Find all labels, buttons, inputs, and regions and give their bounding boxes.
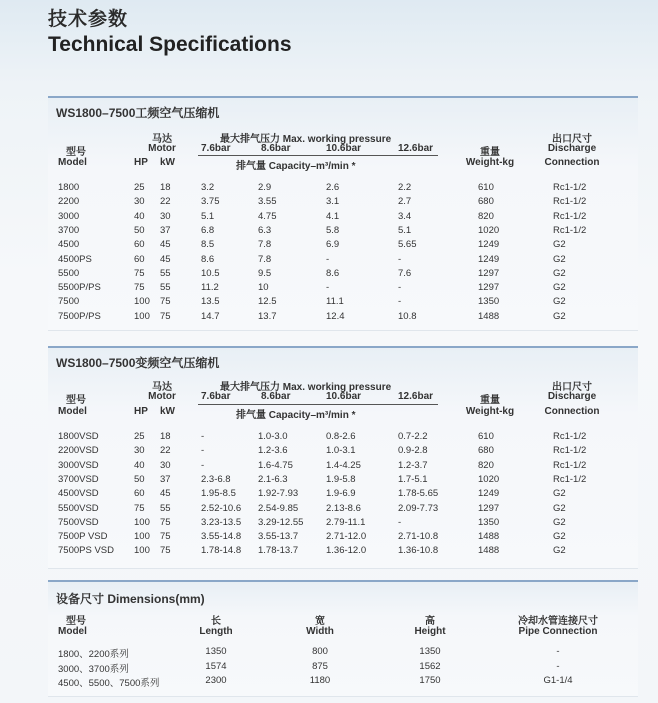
pressure-12-6: 12.6bar — [398, 143, 434, 154]
weight-cell: 1249 — [478, 253, 500, 265]
connection-cell: G2 — [553, 531, 566, 543]
width-cell: 875 — [312, 660, 328, 672]
conn-header-en2: Connection — [544, 157, 600, 168]
height-cell: 1750 — [419, 675, 441, 686]
kw-cell: 55 — [160, 282, 171, 294]
dim-width-header-cn: 宽 — [315, 616, 325, 627]
cap-8-6-cell: 7.8 — [258, 253, 272, 265]
cap-12-6-cell: 2.71-10.8 — [398, 531, 439, 543]
kw-header: kW — [160, 157, 175, 168]
cap-8-6-cell: 1.6-4.75 — [258, 459, 293, 471]
dim-height-header-en: Height — [414, 626, 446, 637]
model-cell: 4500 — [58, 239, 80, 251]
table-row — [48, 211, 638, 225]
cap-8-6-cell: 7.8 — [258, 239, 272, 251]
cap-10-6-cell: 1.9-5.8 — [326, 473, 356, 485]
motor-header-en: Motor — [148, 143, 176, 154]
kw-cell: 75 — [160, 531, 171, 543]
pressure-10-6: 10.6bar — [326, 391, 362, 402]
cap-10-6-cell: 2.71-12.0 — [326, 531, 367, 543]
table-row — [48, 675, 638, 689]
cap-10-6-cell: 1.0-3.1 — [326, 445, 356, 457]
pipe-cell: - — [556, 646, 560, 657]
hp-cell: 40 — [134, 210, 145, 222]
cap-10-6-cell: 11.1 — [326, 296, 344, 308]
table-row — [48, 296, 638, 310]
kw-cell: 75 — [160, 310, 171, 322]
hp-cell: 75 — [134, 282, 145, 294]
cap-7-6-cell: 2.52-10.6 — [201, 502, 242, 514]
model-cell: 7500 — [58, 296, 80, 308]
cap-10-6-cell: 1.4-4.25 — [326, 459, 361, 471]
cap-8-6-cell: 1.0-3.0 — [258, 431, 288, 442]
model-cell: 5500VSD — [58, 502, 99, 514]
cap-12-6-cell: - — [398, 516, 402, 528]
table-row — [48, 531, 638, 545]
cap-7-6-cell: 11.2 — [201, 282, 219, 294]
dim-width-header-en: Width — [306, 626, 334, 637]
cap-12-6-cell: 0.7-2.2 — [398, 431, 428, 442]
hp-cell: 75 — [134, 267, 145, 279]
header-underline — [198, 155, 438, 156]
cap-8-6-cell: 10 — [258, 282, 269, 294]
cap-7-6-cell: 8.6 — [201, 253, 215, 265]
kw-cell: 22 — [160, 445, 171, 457]
weight-cell: 1488 — [478, 545, 500, 557]
hp-header: HP — [134, 406, 148, 417]
hp-cell: 60 — [134, 239, 145, 251]
weight-cell: 680 — [478, 196, 494, 208]
capacity-header: 排气量 Capacity–m³/min * — [236, 161, 356, 172]
cap-7-6-cell: 3.75 — [201, 196, 220, 208]
hp-cell: 30 — [134, 196, 145, 208]
kw-cell: 18 — [160, 431, 171, 442]
cap-8-6-cell: 2.54-9.85 — [258, 502, 299, 514]
table-row — [48, 282, 638, 296]
hp-cell: 100 — [134, 296, 150, 308]
table-title: WS1800–7500工频空气压缩机 — [56, 106, 220, 120]
cap-10-6-cell: 8.6 — [326, 267, 340, 279]
hp-cell: 25 — [134, 182, 145, 193]
weight-cell: 1488 — [478, 531, 500, 543]
connection-cell: Rc1-1/2 — [553, 196, 587, 208]
conn-header-en1: Discharge — [547, 143, 597, 154]
pressure-12-6: 12.6bar — [398, 391, 434, 402]
cap-10-6-cell: 0.8-2.6 — [326, 431, 356, 442]
cap-12-6-cell: - — [398, 296, 402, 308]
weight-cell: 1297 — [478, 267, 500, 279]
model-cell: 2200 — [58, 196, 80, 208]
cap-10-6-cell: 3.1 — [326, 196, 340, 208]
pressure-10-6: 10.6bar — [326, 143, 362, 154]
kw-cell: 45 — [160, 488, 171, 500]
connection-cell: Rc1-1/2 — [553, 182, 587, 193]
kw-cell: 22 — [160, 196, 171, 208]
height-cell: 1350 — [419, 646, 441, 657]
page-title-cn: 技术参数 — [48, 9, 129, 30]
cap-10-6-cell: 5.8 — [326, 224, 340, 236]
cap-7-6-cell: - — [201, 459, 205, 471]
table-row — [48, 474, 638, 488]
cap-12-6-cell: 1.7-5.1 — [398, 473, 428, 485]
pressure-7-6: 7.6bar — [201, 391, 231, 402]
model-cell: 1800 — [58, 182, 80, 193]
fixed-speed-spec-table — [48, 96, 638, 330]
dim-model-cell: 4500、5500、7500系列 — [58, 678, 160, 689]
model-cell: 7500VSD — [58, 516, 99, 528]
cap-7-6-cell: 1.95-8.5 — [201, 488, 236, 500]
model-cell: 5500P/PS — [58, 282, 101, 294]
table-row — [48, 503, 638, 517]
weight-header-cn: 重量 — [480, 147, 500, 158]
width-cell: 1180 — [309, 675, 331, 686]
connection-cell: Rc1-1/2 — [553, 210, 587, 222]
connection-cell: Rc1-1/2 — [553, 445, 587, 457]
weight-cell: 1350 — [478, 296, 500, 308]
hp-cell: 100 — [134, 531, 150, 543]
model-header-en: Model — [58, 157, 87, 168]
weight-cell: 1249 — [478, 239, 500, 251]
dim-pipe-header-en: Pipe Connection — [518, 626, 598, 637]
cap-12-6-cell: 1.78-5.65 — [398, 488, 439, 500]
cap-7-6-cell: 8.5 — [201, 239, 215, 251]
motor-header-en: Motor — [148, 391, 176, 402]
table-row — [48, 445, 638, 459]
model-cell: 5500 — [58, 267, 80, 279]
model-cell: 2200VSD — [58, 445, 99, 457]
height-cell: 1562 — [419, 660, 441, 672]
cap-8-6-cell: 3.55 — [258, 196, 277, 208]
weight-cell: 820 — [478, 210, 494, 222]
cap-10-6-cell: 6.9 — [326, 239, 340, 251]
connection-cell: G2 — [553, 502, 566, 514]
cap-8-6-cell: 2.9 — [258, 182, 272, 193]
weight-header-cn: 重量 — [480, 395, 500, 406]
pressure-8-6: 8.6bar — [261, 143, 291, 154]
weight-cell: 610 — [478, 182, 494, 193]
cap-8-6-cell: 3.29-12.55 — [258, 516, 304, 528]
cap-12-6-cell: 0.9-2.8 — [398, 445, 428, 457]
hp-cell: 60 — [134, 253, 145, 265]
page-title-en: Technical Specifications — [48, 33, 292, 56]
kw-cell: 55 — [160, 502, 171, 514]
model-header-cn: 型号 — [66, 147, 86, 158]
cap-12-6-cell: 1.36-10.8 — [398, 545, 439, 557]
motor-header-cn: 马达 — [152, 134, 172, 145]
cap-10-6-cell: 12.4 — [326, 310, 345, 322]
cap-10-6-cell: 4.1 — [326, 210, 340, 222]
pressure-7-6: 7.6bar — [201, 143, 231, 154]
dimensions-table — [48, 580, 638, 696]
weight-cell: 680 — [478, 445, 494, 457]
pipe-cell: G1-1/4 — [543, 675, 573, 686]
pressure-8-6: 8.6bar — [261, 391, 291, 402]
cap-12-6-cell: - — [398, 282, 402, 294]
cap-10-6-cell: 1.9-6.9 — [326, 488, 356, 500]
kw-header: kW — [160, 406, 175, 417]
hp-cell: 50 — [134, 224, 145, 236]
pressure-header: 最大排气压力 Max. working pressure — [220, 134, 392, 145]
kw-cell: 75 — [160, 545, 171, 557]
model-cell: 3700 — [58, 224, 80, 236]
cap-8-6-cell: 1.78-13.7 — [258, 545, 299, 557]
cap-10-6-cell: 2.13-8.6 — [326, 502, 361, 514]
table-row — [48, 311, 638, 325]
hp-cell: 75 — [134, 502, 145, 514]
cap-12-6-cell: 1.2-3.7 — [398, 459, 428, 471]
weight-cell: 1488 — [478, 310, 500, 322]
connection-cell: Rc1-1/2 — [553, 431, 587, 442]
table-row — [48, 431, 638, 445]
hp-cell: 30 — [134, 445, 145, 457]
cap-7-6-cell: 1.78-14.8 — [201, 545, 242, 557]
table-row — [48, 268, 638, 282]
table-row — [48, 239, 638, 253]
vsd-spec-table — [48, 346, 638, 568]
table-title: 设备尺寸 Dimensions(mm) — [56, 592, 205, 606]
cap-7-6-cell: 3.23-13.5 — [201, 516, 242, 528]
weight-cell: 1297 — [478, 282, 500, 294]
connection-cell: Rc1-1/2 — [553, 473, 587, 485]
conn-header-en2: Connection — [544, 406, 600, 417]
table-row — [48, 646, 638, 660]
table-row — [48, 661, 638, 675]
model-cell: 3000 — [58, 210, 80, 222]
cap-8-6-cell: 6.3 — [258, 224, 272, 236]
cap-7-6-cell: 5.1 — [201, 210, 215, 222]
model-cell: 3000VSD — [58, 459, 99, 471]
hp-cell: 50 — [134, 473, 145, 485]
cap-7-6-cell: 14.7 — [201, 310, 220, 322]
dim-height-header-cn: 高 — [425, 616, 435, 627]
cap-8-6-cell: 2.1-6.3 — [258, 473, 288, 485]
kw-cell: 75 — [160, 296, 171, 308]
hp-cell: 40 — [134, 459, 145, 471]
cap-10-6-cell: 1.36-12.0 — [326, 545, 367, 557]
connection-cell: G2 — [553, 253, 566, 265]
model-header-cn: 型号 — [66, 395, 86, 406]
kw-cell: 45 — [160, 253, 171, 265]
model-header-en: Model — [58, 406, 87, 417]
weight-cell: 1297 — [478, 502, 500, 514]
cap-8-6-cell: 12.5 — [258, 296, 277, 308]
table-row — [48, 254, 638, 268]
cap-12-6-cell: 3.4 — [398, 210, 412, 222]
model-cell: 1800VSD — [58, 431, 99, 442]
table-row — [48, 488, 638, 502]
cap-12-6-cell: 5.65 — [398, 239, 417, 251]
connection-cell: G2 — [553, 310, 566, 322]
hp-cell: 60 — [134, 488, 145, 500]
kw-cell: 18 — [160, 182, 171, 193]
model-cell: 4500VSD — [58, 488, 99, 500]
motor-header-cn: 马达 — [152, 382, 172, 393]
cap-8-6-cell: 9.5 — [258, 267, 272, 279]
weight-header-en: Weight-kg — [465, 406, 515, 417]
table-row — [48, 460, 638, 474]
table-row — [48, 196, 638, 210]
model-cell: 7500P/PS — [58, 310, 101, 322]
kw-cell: 30 — [160, 210, 171, 222]
pipe-cell: - — [556, 660, 560, 672]
hp-cell: 25 — [134, 431, 145, 442]
length-cell: 1350 — [205, 646, 227, 657]
cap-7-6-cell: 3.55-14.8 — [201, 531, 242, 543]
connection-cell: Rc1-1/2 — [553, 224, 587, 236]
table-title: WS1800–7500变频空气压缩机 — [56, 356, 220, 370]
weight-cell: 820 — [478, 459, 494, 471]
weight-cell: 1350 — [478, 516, 500, 528]
weight-cell: 1020 — [478, 224, 500, 236]
connection-cell: G2 — [553, 545, 566, 557]
cap-10-6-cell: 2.6 — [326, 182, 340, 193]
cap-8-6-cell: 13.7 — [258, 310, 277, 322]
length-cell: 2300 — [205, 675, 227, 686]
dim-model-cell: 1800、2200系列 — [58, 649, 129, 660]
cap-12-6-cell: 5.1 — [398, 224, 412, 236]
cap-7-6-cell: 6.8 — [201, 224, 215, 236]
weight-header-en: Weight-kg — [465, 157, 515, 168]
kw-cell: 30 — [160, 459, 171, 471]
connection-cell: Rc1-1/2 — [553, 459, 587, 471]
cap-7-6-cell: 2.3-6.8 — [201, 473, 231, 485]
hp-cell: 100 — [134, 545, 150, 557]
cap-8-6-cell: 1.2-3.6 — [258, 445, 288, 457]
connection-cell: G2 — [553, 267, 566, 279]
capacity-header: 排气量 Capacity–m³/min * — [236, 410, 356, 421]
hp-header: HP — [134, 157, 148, 168]
cap-7-6-cell: - — [201, 431, 205, 442]
dim-model-header-cn: 型号 — [66, 616, 86, 627]
cap-8-6-cell: 3.55-13.7 — [258, 531, 299, 543]
cap-8-6-cell: 4.75 — [258, 210, 277, 222]
cap-7-6-cell: 13.5 — [201, 296, 220, 308]
cap-10-6-cell: 2.79-11.1 — [326, 516, 366, 528]
conn-header-en1: Discharge — [547, 391, 597, 402]
model-cell: 3700VSD — [58, 473, 99, 485]
dim-length-header-en: Length — [199, 626, 233, 637]
table-row — [48, 225, 638, 239]
kw-cell: 75 — [160, 516, 171, 528]
length-cell: 1574 — [205, 660, 227, 672]
table-row — [48, 182, 638, 196]
connection-cell: G2 — [553, 516, 566, 528]
width-cell: 800 — [312, 646, 328, 657]
header-underline — [198, 404, 438, 405]
cap-8-6-cell: 1.92-7.93 — [258, 488, 299, 500]
connection-cell: G2 — [553, 296, 566, 308]
cap-12-6-cell: 2.7 — [398, 196, 412, 208]
weight-cell: 1249 — [478, 488, 500, 500]
cap-10-6-cell: - — [326, 253, 330, 265]
cap-12-6-cell: 2.09-7.73 — [398, 502, 439, 514]
table-row — [48, 517, 638, 531]
kw-cell: 37 — [160, 473, 171, 485]
dim-length-header-cn: 长 — [211, 616, 221, 627]
kw-cell: 37 — [160, 224, 171, 236]
conn-header-cn: 出口尺寸 — [552, 134, 592, 145]
cap-7-6-cell: - — [201, 445, 205, 457]
conn-header-cn: 出口尺寸 — [552, 382, 592, 393]
connection-cell: G2 — [553, 239, 566, 251]
hp-cell: 100 — [134, 310, 150, 322]
cap-12-6-cell: 10.8 — [398, 310, 417, 322]
weight-cell: 610 — [478, 431, 494, 442]
dim-model-cell: 3000、3700系列 — [58, 663, 129, 675]
model-cell: 7500PS VSD — [58, 545, 114, 557]
dim-model-header-en: Model — [58, 626, 87, 637]
cap-12-6-cell: - — [398, 253, 402, 265]
model-cell: 7500P VSD — [58, 531, 108, 543]
hp-cell: 100 — [134, 516, 150, 528]
cap-10-6-cell: - — [326, 282, 330, 294]
weight-cell: 1020 — [478, 473, 500, 485]
cap-7-6-cell: 3.2 — [201, 182, 215, 193]
kw-cell: 55 — [160, 267, 171, 279]
connection-cell: G2 — [553, 282, 566, 294]
cap-12-6-cell: 7.6 — [398, 267, 412, 279]
cap-12-6-cell: 2.2 — [398, 182, 412, 193]
cap-7-6-cell: 10.5 — [201, 267, 220, 279]
model-cell: 4500PS — [58, 253, 92, 265]
table-row — [48, 545, 638, 559]
pressure-header: 最大排气压力 Max. working pressure — [220, 382, 392, 393]
kw-cell: 45 — [160, 239, 171, 251]
connection-cell: G2 — [553, 488, 566, 500]
dim-pipe-header-cn: 冷却水管连接尺寸 — [518, 616, 598, 627]
